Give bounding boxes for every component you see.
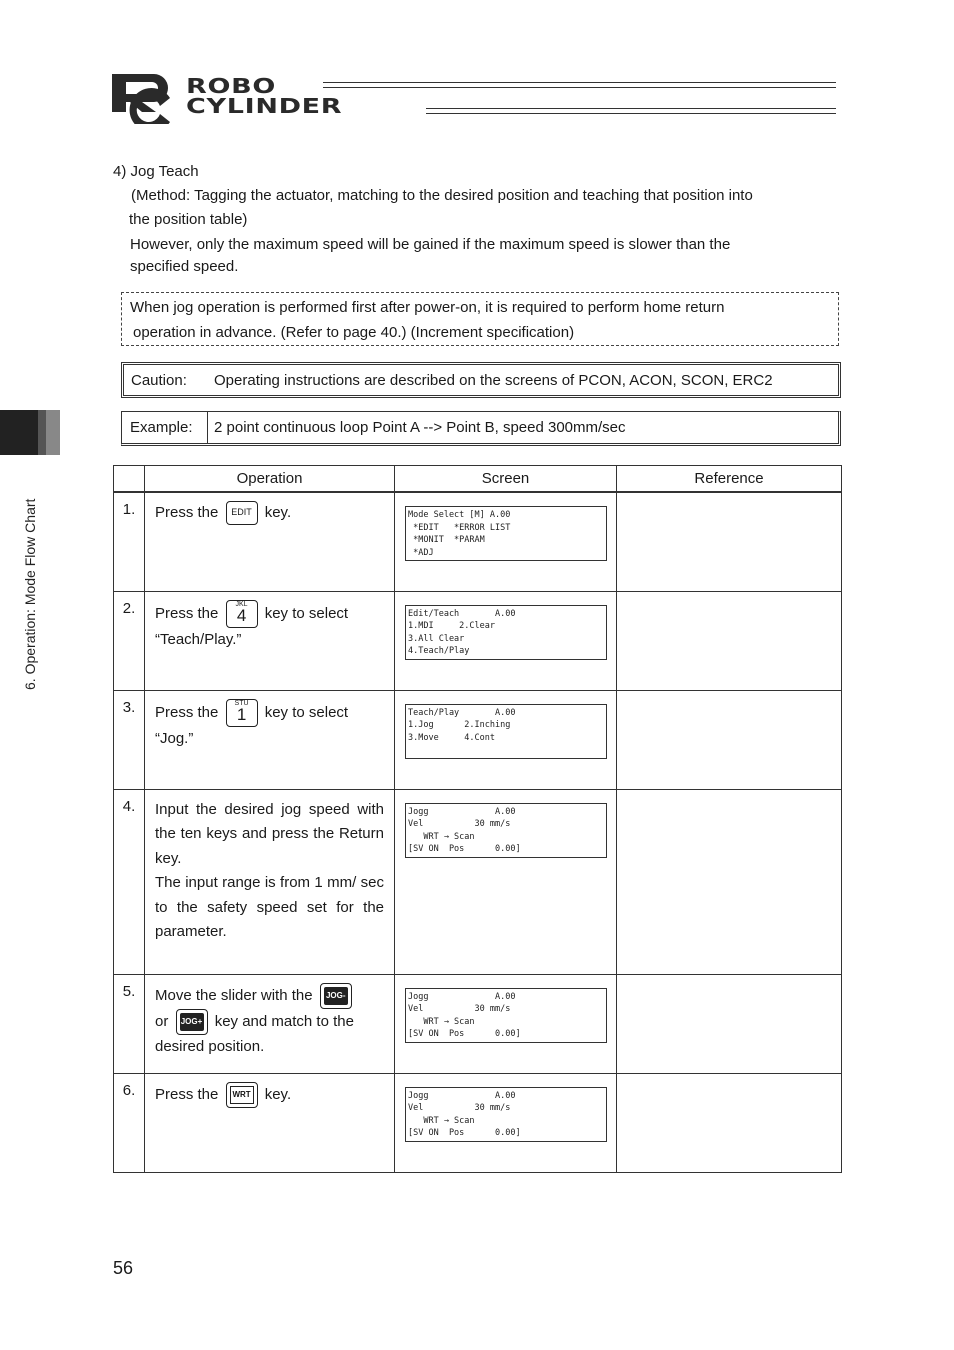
header-reference: Reference	[617, 466, 842, 493]
lcd-screen	[405, 803, 607, 858]
step-screen	[395, 1073, 617, 1172]
op-text: The input range is from 1 mm/ sec to the safety speed set for the parameter.	[155, 874, 384, 940]
step-number: 5.	[114, 974, 145, 1073]
op-text: key.	[264, 1085, 292, 1103]
table-header-row	[114, 466, 842, 493]
op-text: “Teach/Play.”	[155, 630, 242, 648]
step-number: 3.	[114, 690, 145, 789]
lcd-line: [SV ON Pos 0.00]	[408, 1029, 521, 1039]
lcd-line: [SV ON Pos 0.00]	[408, 844, 521, 854]
header-rule-top	[323, 82, 836, 88]
header-screen: Screen	[395, 466, 617, 493]
lcd-line: WRT → Scan	[408, 1016, 475, 1027]
lcd-line: *MONIT *PARAM	[408, 535, 485, 545]
key-main-label: 4	[236, 605, 247, 625]
side-tab-block	[0, 410, 38, 455]
lcd-line: Edit/Teach A.00	[408, 608, 516, 619]
caution-text: Operating instructions are described on the screens of PCON, ACON, SCON, ERC2	[214, 372, 773, 389]
rc-logo-icon	[108, 72, 182, 124]
page-number: 56	[113, 1258, 134, 1278]
notice-box	[121, 292, 839, 346]
table-row	[114, 690, 842, 789]
op-text: desired position.	[155, 1037, 265, 1055]
step-operation	[145, 591, 395, 690]
lcd-line: WRT → Scan	[408, 1115, 475, 1126]
example-label: Example:	[130, 419, 193, 436]
op-text: “Jog.”	[155, 729, 194, 747]
header-num	[114, 466, 145, 493]
lcd-line: 3.Move 4.Cont	[408, 732, 495, 743]
key-sub-label: STU	[234, 699, 249, 707]
key-main-label: 1	[236, 704, 247, 724]
lcd-line: Jogg A.00	[408, 1090, 516, 1101]
op-text: Press the	[155, 1085, 219, 1103]
lcd-line: Mode Select [M] A.00	[408, 510, 511, 520]
step-reference	[617, 690, 842, 789]
lcd-line: 1.Jog 2.Inching	[408, 720, 511, 730]
op-text: or	[155, 1012, 169, 1030]
step-number: 6.	[114, 1073, 145, 1172]
lcd-line: *EDIT *ERROR LIST	[408, 522, 511, 533]
lcd-screen	[405, 704, 607, 759]
however-line-1: However, only the maximum speed will be gained if the maximum speed is slower than the	[130, 236, 731, 253]
lcd-line: Vel 30 mm/s	[408, 819, 511, 829]
lcd-line: Vel 30 mm/s	[408, 1004, 511, 1014]
header-logo	[108, 72, 843, 124]
op-text: Input the desired jog speed with the ten keys and press the Return key.	[155, 800, 384, 867]
lcd-line: *ADJ	[408, 547, 434, 558]
op-text: key to select	[264, 604, 349, 622]
step-reference	[617, 974, 842, 1073]
lcd-line: Jogg A.00	[408, 991, 516, 1002]
lcd-screen	[405, 506, 607, 561]
jog-plus-key-icon	[176, 1009, 208, 1035]
step-number: 4.	[114, 789, 145, 974]
example-box	[121, 411, 841, 446]
side-tab-label: 6. Operation: Mode Flow Chart	[22, 498, 38, 690]
lcd-line: 3.All Clear	[408, 633, 465, 644]
key-1-icon	[226, 699, 258, 727]
brand-cylinder: CYLINDER	[186, 94, 343, 118]
table-row	[114, 591, 842, 690]
step-screen	[395, 789, 617, 974]
operation-table	[113, 465, 842, 1173]
lcd-line: WRT → Scan	[408, 831, 475, 842]
table-row	[114, 492, 842, 591]
table-row	[114, 974, 842, 1073]
op-text: Move the slider with the	[155, 986, 313, 1004]
step-screen	[395, 690, 617, 789]
key-label: JOG-	[324, 987, 348, 1005]
lcd-line: Teach/Play A.00	[408, 707, 516, 718]
example-text: 2 point continuous loop Point A --> Point B, speed 300mm/sec	[214, 419, 626, 436]
step-number: 1.	[114, 492, 145, 591]
lcd-line: Vel 30 mm/s	[408, 1103, 511, 1113]
header-operation: Operation	[145, 466, 395, 493]
step-operation	[145, 492, 395, 591]
method-line-2: the position table)	[129, 211, 248, 228]
notice-line-1: When jog operation is performed first after power-on, it is required to perform home return	[130, 299, 725, 316]
key-label: JOG+	[180, 1013, 204, 1031]
step-operation	[145, 690, 395, 789]
lcd-screen	[405, 605, 607, 660]
lcd-line	[408, 744, 604, 757]
op-text: key.	[264, 504, 292, 521]
op-text: key to select	[264, 703, 349, 721]
step-screen	[395, 492, 617, 591]
method-line-1: (Method: Tagging the actuator, matching to the desired position and teaching that position into	[131, 187, 753, 204]
step-operation	[145, 974, 395, 1073]
step-reference	[617, 591, 842, 690]
section-heading: 4) Jog Teach	[113, 163, 199, 180]
step-operation	[145, 1073, 395, 1172]
key-label: WRT	[230, 1086, 254, 1104]
notice-line-2: operation in advance. (Refer to page 40.) (Increment specification)	[133, 324, 575, 341]
step-screen	[395, 591, 617, 690]
lcd-screen	[405, 1087, 607, 1142]
side-tab-block	[38, 410, 46, 455]
however-line-2: specified speed.	[130, 258, 239, 275]
step-number: 2.	[114, 591, 145, 690]
lcd-line: Jogg A.00	[408, 806, 516, 817]
key-4-icon	[226, 600, 258, 628]
brand-robo: ROBO	[186, 74, 276, 98]
jog-minus-key-icon	[320, 983, 352, 1009]
step-reference	[617, 492, 842, 591]
caution-box	[121, 362, 841, 398]
lcd-line: 1.MDI 2.Clear	[408, 621, 495, 631]
wrt-key-icon	[226, 1082, 258, 1108]
op-text: Press the	[155, 703, 219, 721]
example-divider	[207, 412, 208, 444]
op-text: Press the	[155, 604, 219, 622]
step-screen	[395, 974, 617, 1073]
step-reference	[617, 789, 842, 974]
op-text: key and match to the	[214, 1012, 354, 1030]
key-sub-label: JKL	[235, 600, 248, 608]
step-reference	[617, 1073, 842, 1172]
caution-label: Caution:	[131, 372, 187, 389]
op-text: Press the	[155, 504, 219, 521]
edit-key-icon: EDIT	[226, 501, 258, 525]
step-operation	[145, 789, 395, 974]
table-row	[114, 1073, 842, 1172]
lcd-line: [SV ON Pos 0.00]	[408, 1128, 521, 1138]
header-rule-bottom	[426, 108, 836, 114]
lcd-screen	[405, 988, 607, 1043]
side-tab-block	[46, 410, 60, 455]
lcd-line: 4.Teach/Play	[408, 646, 470, 656]
table-row	[114, 789, 842, 974]
